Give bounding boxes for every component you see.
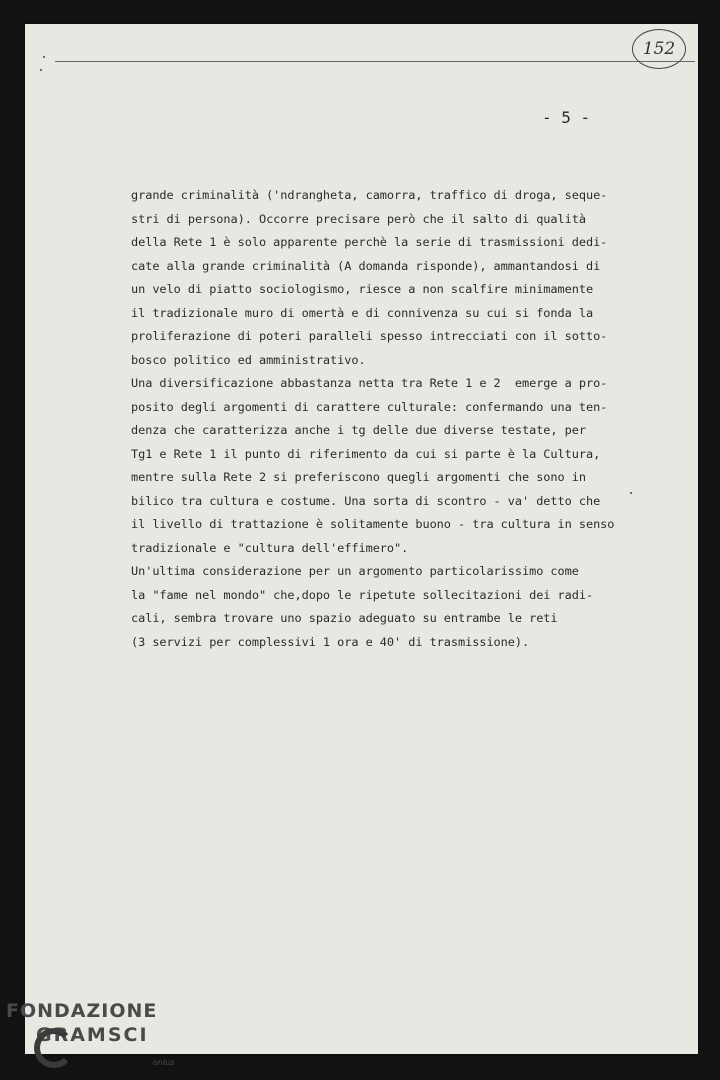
text-line: Tg1 e Rete 1 il punto di riferimento da cui si parte è la Cultura, [131,446,601,461]
text-line: bilico tra cultura e costume. Una sorta di scontro - va' detto che [131,493,601,508]
text-line: grande criminalità ('ndrangheta, camorra, traffico di droga, seque- [131,188,608,202]
text-line: della Rete 1 è solo apparente perchè la serie di trasmissioni dedi- [131,235,608,249]
watermark-line1: FONDAZIONE [6,1000,158,1022]
text-line: bosco politico ed amministrativo. [131,352,366,367]
text-line: Una diversificazione abbastanza netta tra Rete 1 e 2 emerge a pro- [131,376,608,390]
text-line: cali, sembra trovare uno spazio adeguato su entrambe le reti [131,611,558,625]
text-line: denza che caratterizza anche i tg delle due diverse testate, per [131,423,586,437]
text-line: il tradizionale muro di omertà e di connivenza su cui si fonda la [131,305,594,320]
archive-number-stamp: 152 [632,29,686,69]
text-line: la "fame nel mondo" che,dopo le ripetute sollecitazioni dei radi- [131,587,594,602]
text-line: Un'ultima considerazione per un argomento particolarissimo come [131,564,579,578]
watermark-line2: GRAMSCI [36,1024,149,1046]
margin-mark [630,492,632,494]
text-line: stri di persona). Occorre precisare però che il salto di qualità [131,211,586,226]
text-line: un velo di piatto sociologismo, riesce a non scalfire minimamente [131,282,594,296]
document-page [25,24,698,1054]
logo-g-mark [34,1028,74,1068]
text-line: (3 servizi per complessivi 1 ora e 40' di trasmissione). [131,634,530,649]
page-number: - 5 - [542,108,591,127]
text-line: proliferazione di poteri paralleli spesso intrecciati con il sotto- [131,329,608,343]
text-line: il livello di trattazione è solitamente buono - tra cultura in senso [131,517,615,531]
text-line: posito degli argomenti di carattere culturale: confermando una ten- [131,399,608,414]
header-rule [55,61,695,62]
fondazione-gramsci-watermark [6,1000,175,1067]
text-line: tradizionale e "cultura dell'effimero". [131,540,409,555]
watermark-sub: onlus [153,1058,175,1067]
text-line: cate alla grande criminalità (A domanda risponde), ammantandosi di [131,258,601,273]
margin-mark [43,56,45,58]
margin-mark [40,69,42,71]
text-line: mentre sulla Rete 2 si preferiscono quegli argomenti che sono in [131,470,586,484]
